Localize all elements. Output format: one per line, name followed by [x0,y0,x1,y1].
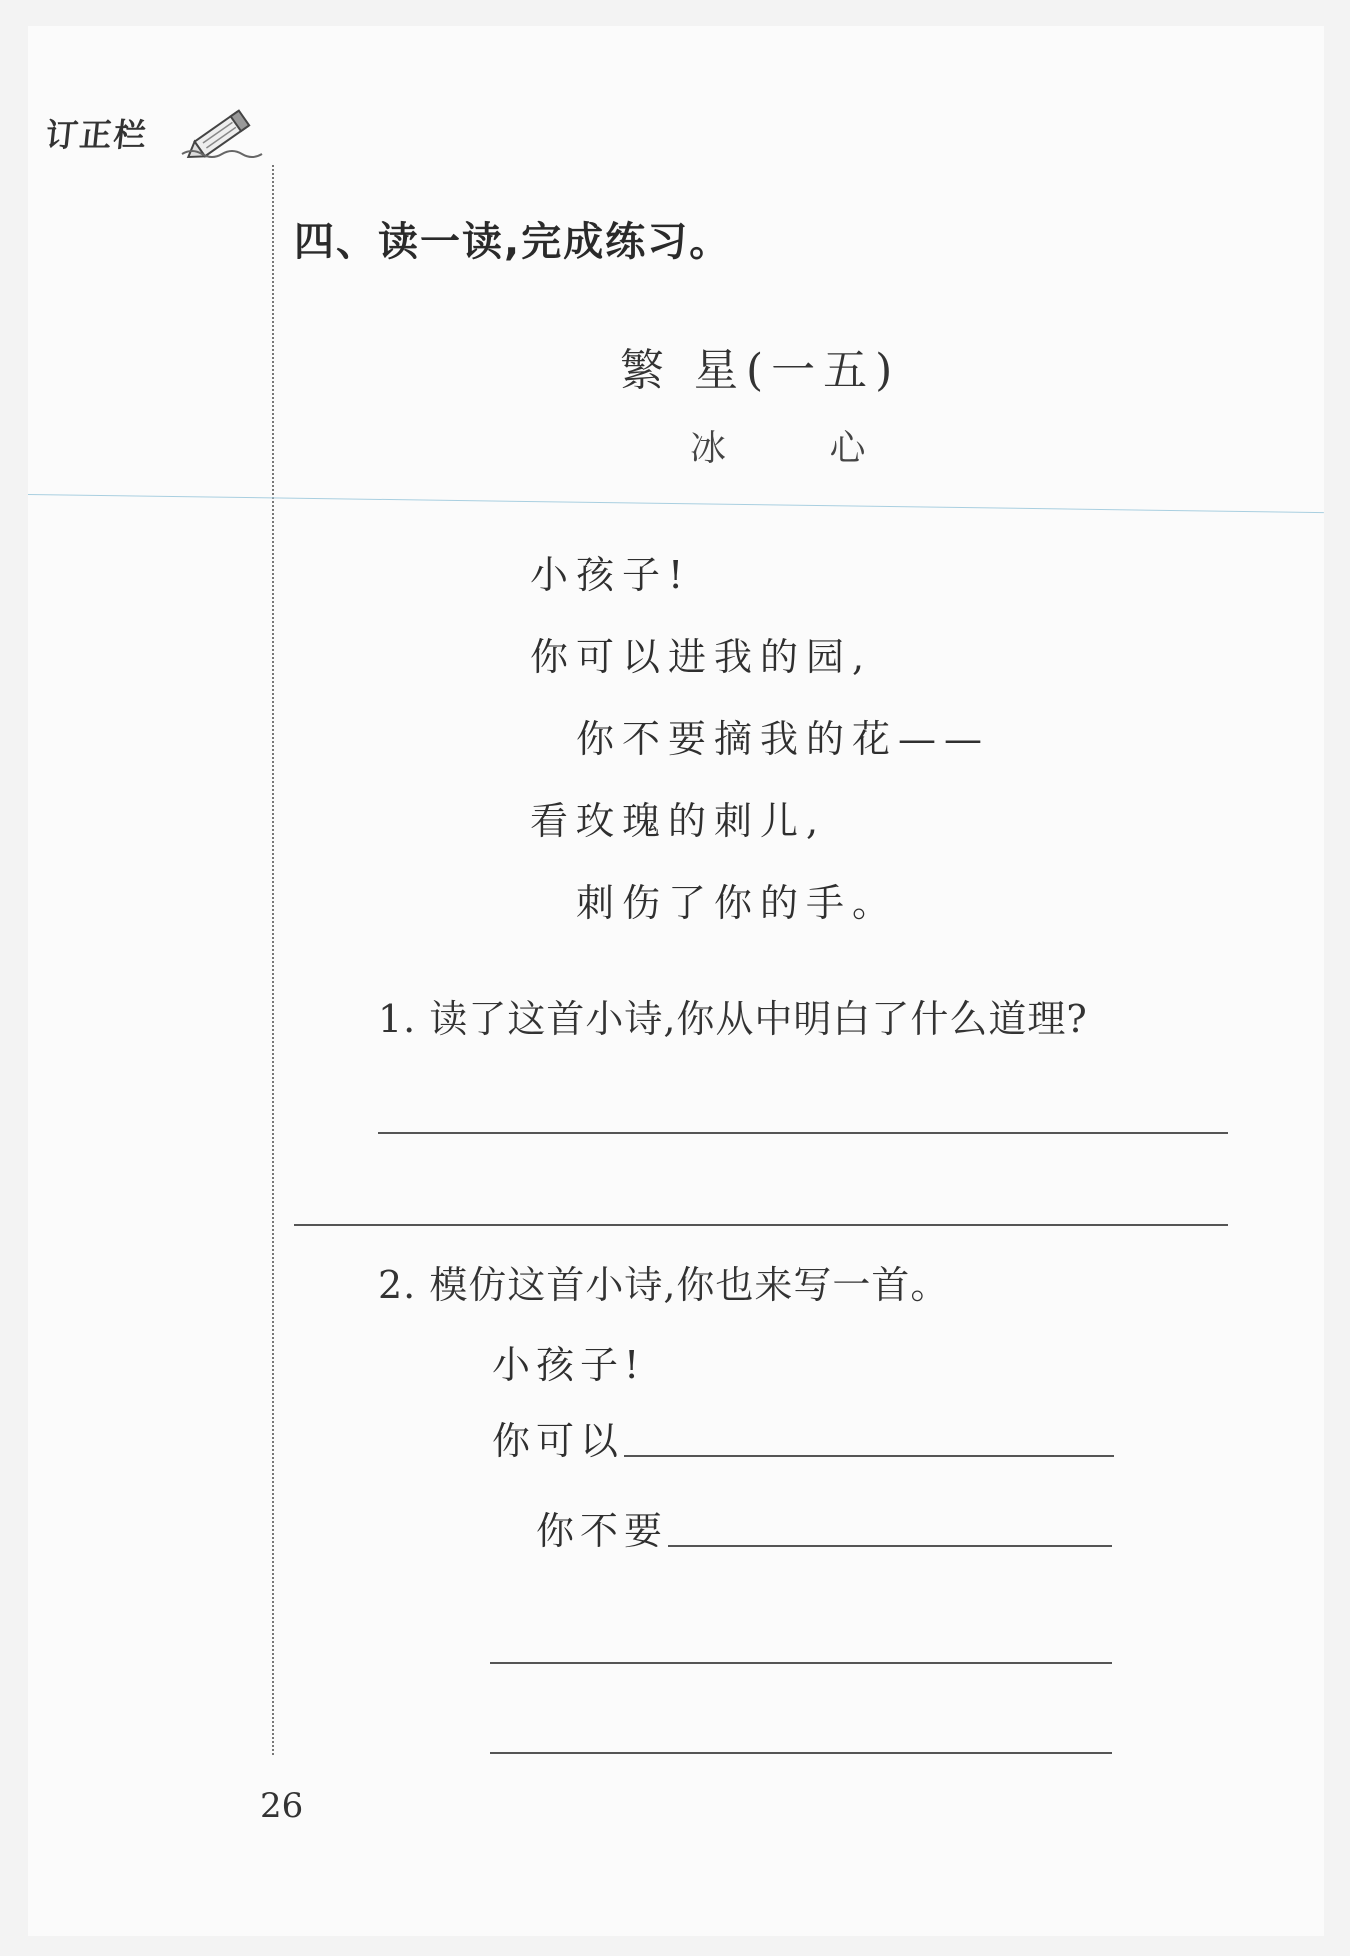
fill-blank[interactable] [624,1455,1114,1457]
question-2: 2. 模仿这首小诗,你也来写一首。 [378,1263,950,1307]
poem-line: 小孩子! [530,553,692,597]
poem-author: 冰 心 [690,428,912,469]
section-heading: 四、读一读,完成练习。 [294,219,732,265]
poem-title: 繁 星(一五) [620,345,901,396]
imitation-answer-line[interactable] [490,1662,1112,1664]
question-1: 1. 读了这首小诗,你从中明白了什么道理? [378,997,1088,1041]
imitation-text: 小孩子! [492,1343,646,1387]
poem-line: 你不要摘我的花—— [576,717,991,761]
imitation-line-3 [536,1500,1112,1555]
poem-line: 看玫瑰的刺儿, [530,799,827,843]
imitation-prefix: 你可以 [492,1419,625,1463]
imitation-answer-line[interactable] [490,1752,1112,1754]
poem-line: 你可以进我的园, [530,635,873,679]
fill-blank[interactable] [668,1545,1112,1547]
poem-line: 刺伤了你的手。 [576,881,899,925]
margin-dotted-divider [272,165,274,1755]
answer-line[interactable] [294,1224,1228,1226]
imitation-line-1 [492,1334,645,1389]
page-number: 26 [260,1786,304,1826]
correction-column-label: 订正栏 [43,116,150,154]
pencil-icon [180,96,270,166]
imitation-line-2 [492,1410,1114,1465]
workbook-page [28,26,1324,1936]
answer-line[interactable] [378,1132,1228,1134]
imitation-prefix: 你不要 [536,1509,669,1553]
